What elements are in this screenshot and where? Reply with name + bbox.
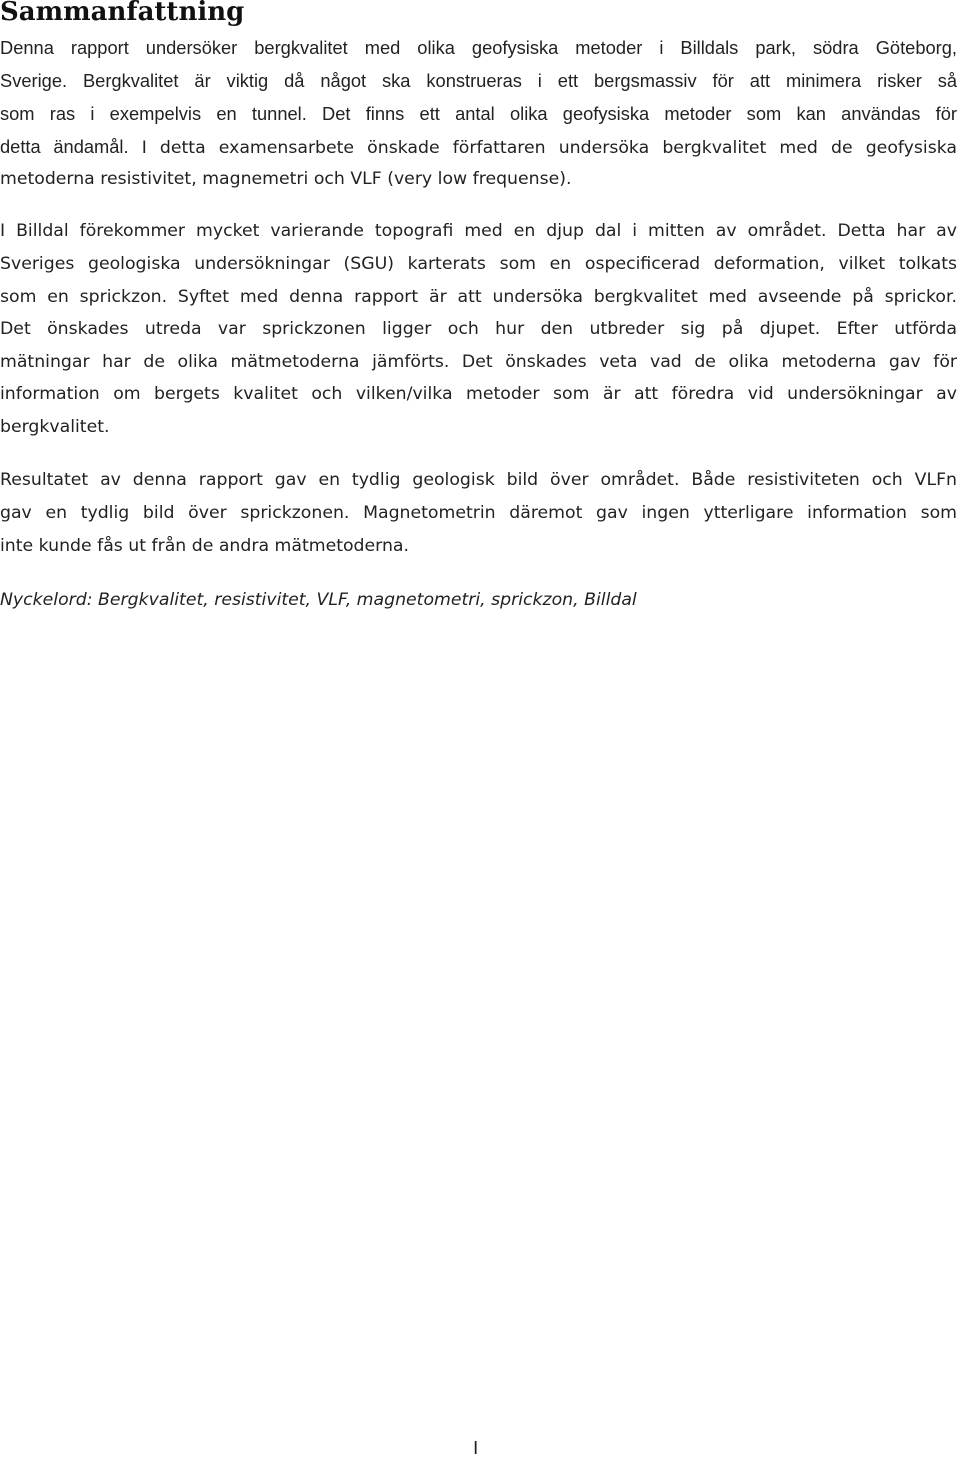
paragraph-2-line-5: mätningar har de olika mätmetoderna jämförts. Det önskades veta vad de olika metoderna gav för	[0, 352, 957, 372]
keywords: Nyckelord: Bergkvalitet, resistivitet, VLF, magnetometri, sprickzon, Billdal	[0, 590, 637, 610]
paragraph-3-line-1: Resultatet av denna rapport gav en tydlig geologisk bild över området. Både resistiviteten och VLFn	[0, 470, 957, 490]
section-heading: Sammanfattning	[0, 0, 245, 27]
paragraph-1-line-4-part-2: I detta examensarbete önskade författaren undersöka bergkvalitet med de geofysiska	[128, 138, 957, 158]
paragraph-2-line-4: Det önskades utreda var sprickzonen ligger och hur den utbreder sig på djupet. Efter utförda	[0, 319, 957, 339]
paragraph-2-line-2: Sveriges geologiska undersökningar (SGU) karterats som en ospecificerad deformation, vilket tolkats	[0, 254, 957, 274]
paragraph-2-line-6: information om bergets kvalitet och vilken/vilka metoder som är att föredra vid undersökningar av	[0, 384, 957, 404]
paragraph-3-line-3: inte kunde fås ut från de andra mätmetoderna.	[0, 536, 409, 556]
paragraph-1-line-4-part-1: detta ändamål.	[0, 136, 129, 157]
paragraph-1-line-5: metoderna resistivitet, magnemetri och VLF (very low frequense).	[0, 169, 572, 189]
paragraph-1-line-4	[0, 130, 957, 165]
page-number: I	[473, 1438, 479, 1459]
paragraph-3-line-2: gav en tydlig bild över sprickzonen. Magnetometrin däremot gav ingen ytterligare information som	[0, 503, 957, 523]
paragraph-1-line-3: som ras i exempelvis en tunnel. Det finns ett antal olika geofysiska metoder som kan användas för	[0, 103, 957, 124]
paragraph-1-line-2: Sverige. Bergkvalitet är viktig då något ska konstrueras i ett bergsmassiv för att minimera risker så	[0, 70, 957, 91]
paragraph-2-line-1: I Billdal förekommer mycket varierande topografi med en djup dal i mitten av området. Detta har av	[0, 221, 957, 241]
paragraph-2-line-7: bergkvalitet.	[0, 417, 110, 437]
paragraph-2-line-3: som en sprickzon. Syftet med denna rapport är att undersöka bergkvalitet med avseende på sprickor.	[0, 287, 957, 307]
paragraph-1-line-1: Denna rapport undersöker bergkvalitet med olika geofysiska metoder i Billdals park, södra Göteborg,	[0, 37, 957, 58]
